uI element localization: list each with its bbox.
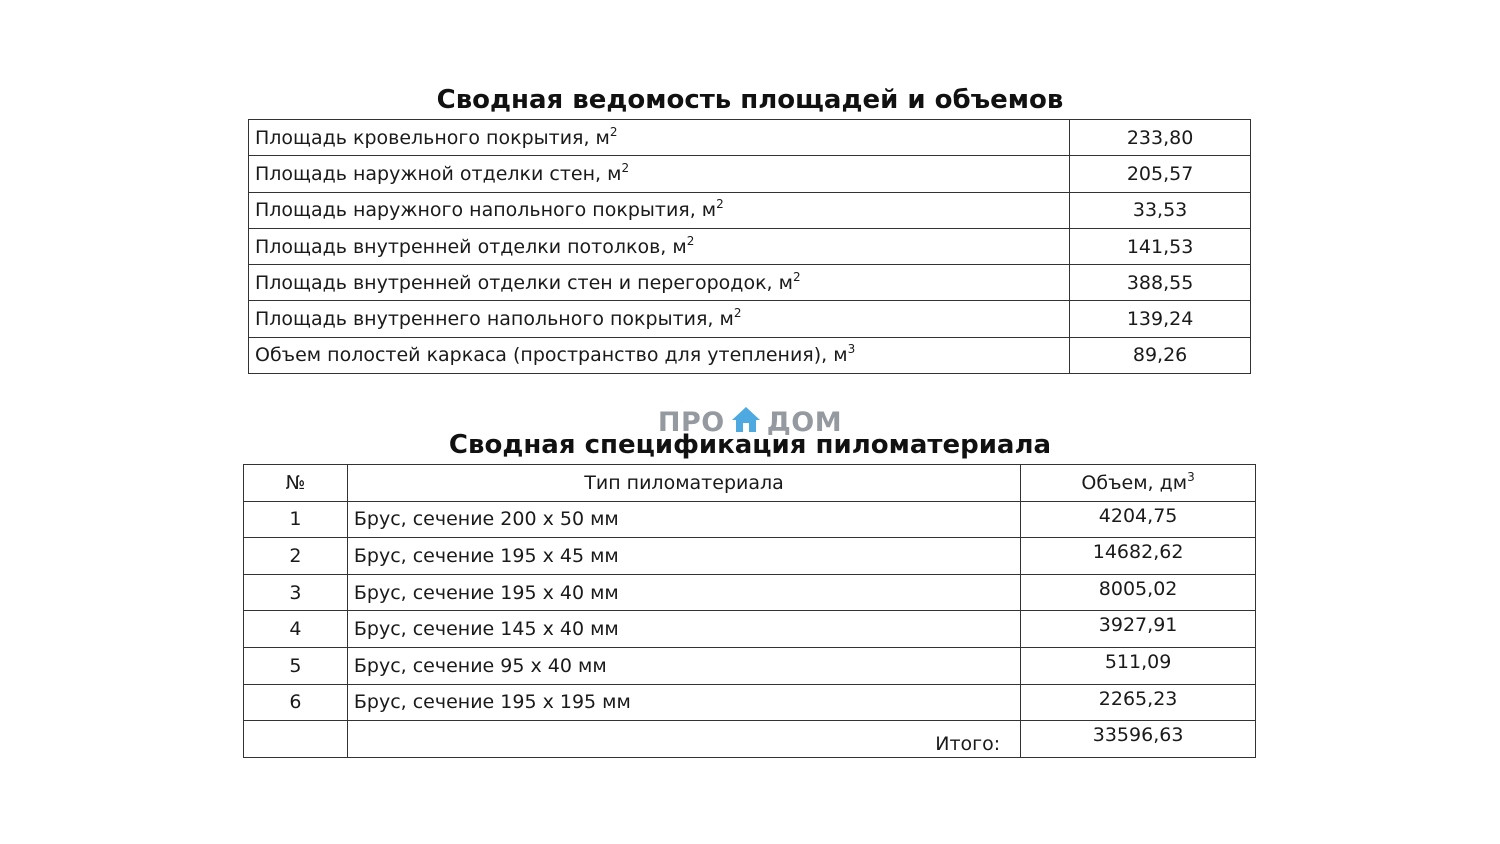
row-num: 4 [244,611,348,648]
row-value: 388,55 [1070,265,1251,301]
row-num: 3 [244,574,348,611]
row-label: Площадь наружного напольного покрытия, $м^2$ [249,192,1070,228]
row-type: Брус, сечение 195 х 45 мм [347,538,1020,575]
table-row [249,301,1251,337]
table-header-row [244,465,1256,502]
row-volume: 8005,02 [1021,574,1256,611]
table-row [244,611,1256,648]
table-row [249,337,1251,373]
areas-title: Сводная ведомость площадей и объемов [436,85,1064,115]
table-row [244,684,1256,721]
row-num: 6 [244,684,348,721]
table-row [244,574,1256,611]
row-label: Объем полостей каркаса (пространство для утепления), $м^3$ [249,337,1070,373]
table-row [244,501,1256,538]
lumber-title: Сводная спецификация пиломатериала [448,430,1052,460]
row-value: 141,53 [1070,228,1251,264]
row-value: 205,57 [1070,156,1251,192]
table-row [244,647,1256,684]
row-num: 1 [244,501,348,538]
header-volume: Объем, $дм^3$ [1021,465,1256,502]
row-volume: 4204,75 [1021,501,1256,538]
table-row [249,192,1251,228]
watermark-left-text: ПРО [657,406,725,438]
row-value: 89,26 [1070,337,1251,373]
total-label: Итого: [347,721,1020,758]
row-label: Площадь кровельного покрытия, $м^2$ [249,120,1070,156]
row-value: 139,24 [1070,301,1251,337]
row-type: Брус, сечение 195 х 195 мм [347,684,1020,721]
row-value: 33,53 [1070,192,1251,228]
header-num: № [244,465,348,502]
table-row [249,156,1251,192]
row-type: Брус, сечение 200 х 50 мм [347,501,1020,538]
row-label: Площадь внутренней отделки потолков, $м^2$ [249,228,1070,264]
row-type: Брус, сечение 145 х 40 мм [347,611,1020,648]
row-volume: 3927,91 [1021,611,1256,648]
table-row [249,265,1251,301]
table-row [249,120,1251,156]
row-volume: 2265,23 [1021,684,1256,721]
total-value: 33596,63 [1021,721,1256,758]
row-label: Площадь внутренней отделки стен и перегородок, $м^2$ [249,265,1070,301]
row-num: 5 [244,647,348,684]
row-label: Площадь наружной отделки стен, $м^2$ [249,156,1070,192]
header-type: Тип пиломатериала [347,465,1020,502]
row-num: 2 [244,538,348,575]
total-empty-cell [244,721,348,758]
row-value: 233,80 [1070,120,1251,156]
row-volume: 511,09 [1021,647,1256,684]
row-type: Брус, сечение 95 х 40 мм [347,647,1020,684]
lumber-table [243,464,1256,758]
row-volume: 14682,62 [1021,538,1256,575]
row-type: Брус, сечение 195 х 40 мм [347,574,1020,611]
areas-table [248,119,1251,374]
table-row [249,228,1251,264]
table-row [244,538,1256,575]
row-label: Площадь внутреннего напольного покрытия, $м^2$ [249,301,1070,337]
table-total-row [244,721,1256,758]
watermark-right-text: ДОМ [766,406,843,438]
